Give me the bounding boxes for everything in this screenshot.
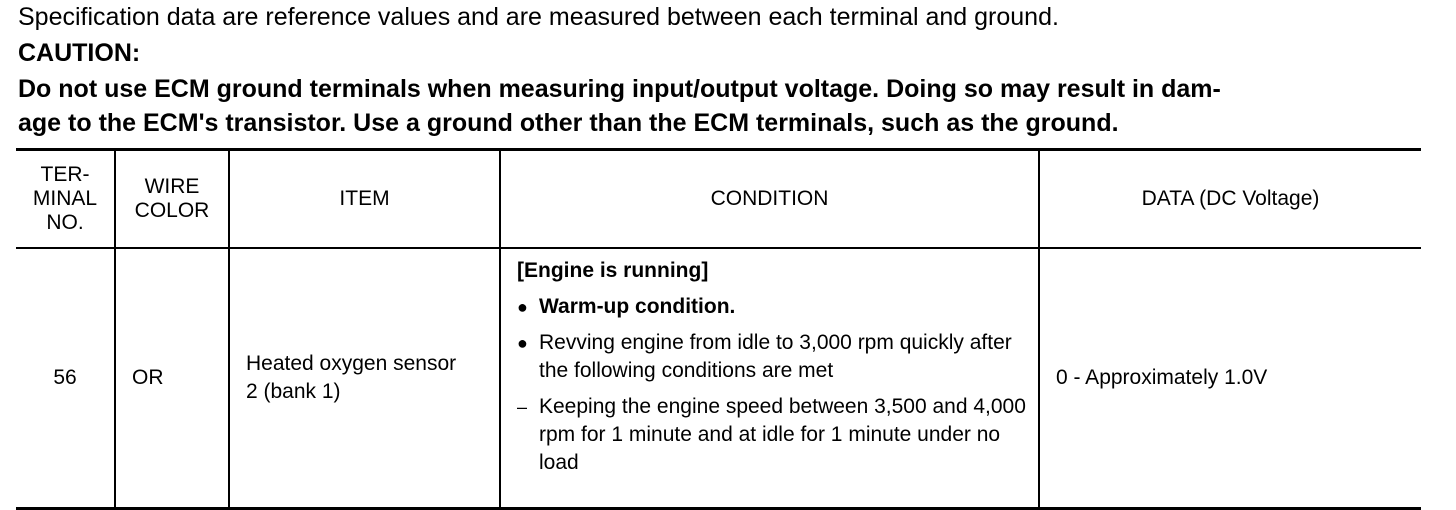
header-wire-color	[115, 150, 229, 249]
cell-data: 0 - Approximately 1.0V	[1039, 248, 1421, 509]
cell-terminal-no: 56	[53, 366, 77, 389]
header-terminal-no	[16, 150, 115, 249]
cell-item	[229, 248, 500, 509]
header-line: WIRE	[144, 175, 200, 198]
header-item: ITEM	[229, 150, 500, 249]
header-condition: CONDITION	[500, 150, 1039, 249]
item-line: Heated oxygen sensor	[246, 352, 457, 375]
table-header-row	[16, 150, 1421, 249]
item-line: 2 (bank 1)	[246, 380, 341, 403]
header-line: NO.	[46, 211, 84, 234]
intro-text: Specification data are reference values and are measured between each terminal and ground.	[18, 3, 1059, 31]
caution-line: Do not use ECM ground terminals when measuring input/output voltage. Doing so may result in dam-	[18, 75, 1221, 103]
cell-wire-color: OR	[115, 248, 229, 509]
condition-text: Warm-up condition.	[539, 295, 736, 318]
table-row	[16, 248, 1421, 509]
caution-text	[18, 72, 1422, 140]
header-line: MINAL	[32, 187, 98, 210]
header-line: TER-	[40, 163, 90, 186]
condition-heading: [Engine is running]	[517, 259, 709, 282]
condition-item	[517, 293, 1028, 321]
condition-text: Keeping the engine speed between 3,500 and 4,000 rpm for 1 minute and at idle for 1 minute under no load	[539, 395, 1026, 474]
caution-title: CAUTION:	[18, 39, 141, 67]
terminal-spec-table	[16, 148, 1421, 510]
cell-condition	[500, 248, 1039, 509]
header-data: DATA (DC Voltage)	[1039, 150, 1421, 249]
condition-item	[517, 329, 1028, 385]
bullet-icon: ●	[517, 333, 528, 353]
dash-icon: –	[517, 397, 528, 417]
bullet-icon: ●	[517, 297, 528, 317]
caution-line: age to the ECM's transistor. Use a ground other than the ECM terminals, such as the ground.	[18, 109, 1119, 137]
condition-text: Revving engine from idle to 3,000 rpm quickly after the following conditions are met	[539, 331, 1012, 382]
condition-item	[517, 393, 1028, 477]
header-line: COLOR	[134, 199, 210, 222]
